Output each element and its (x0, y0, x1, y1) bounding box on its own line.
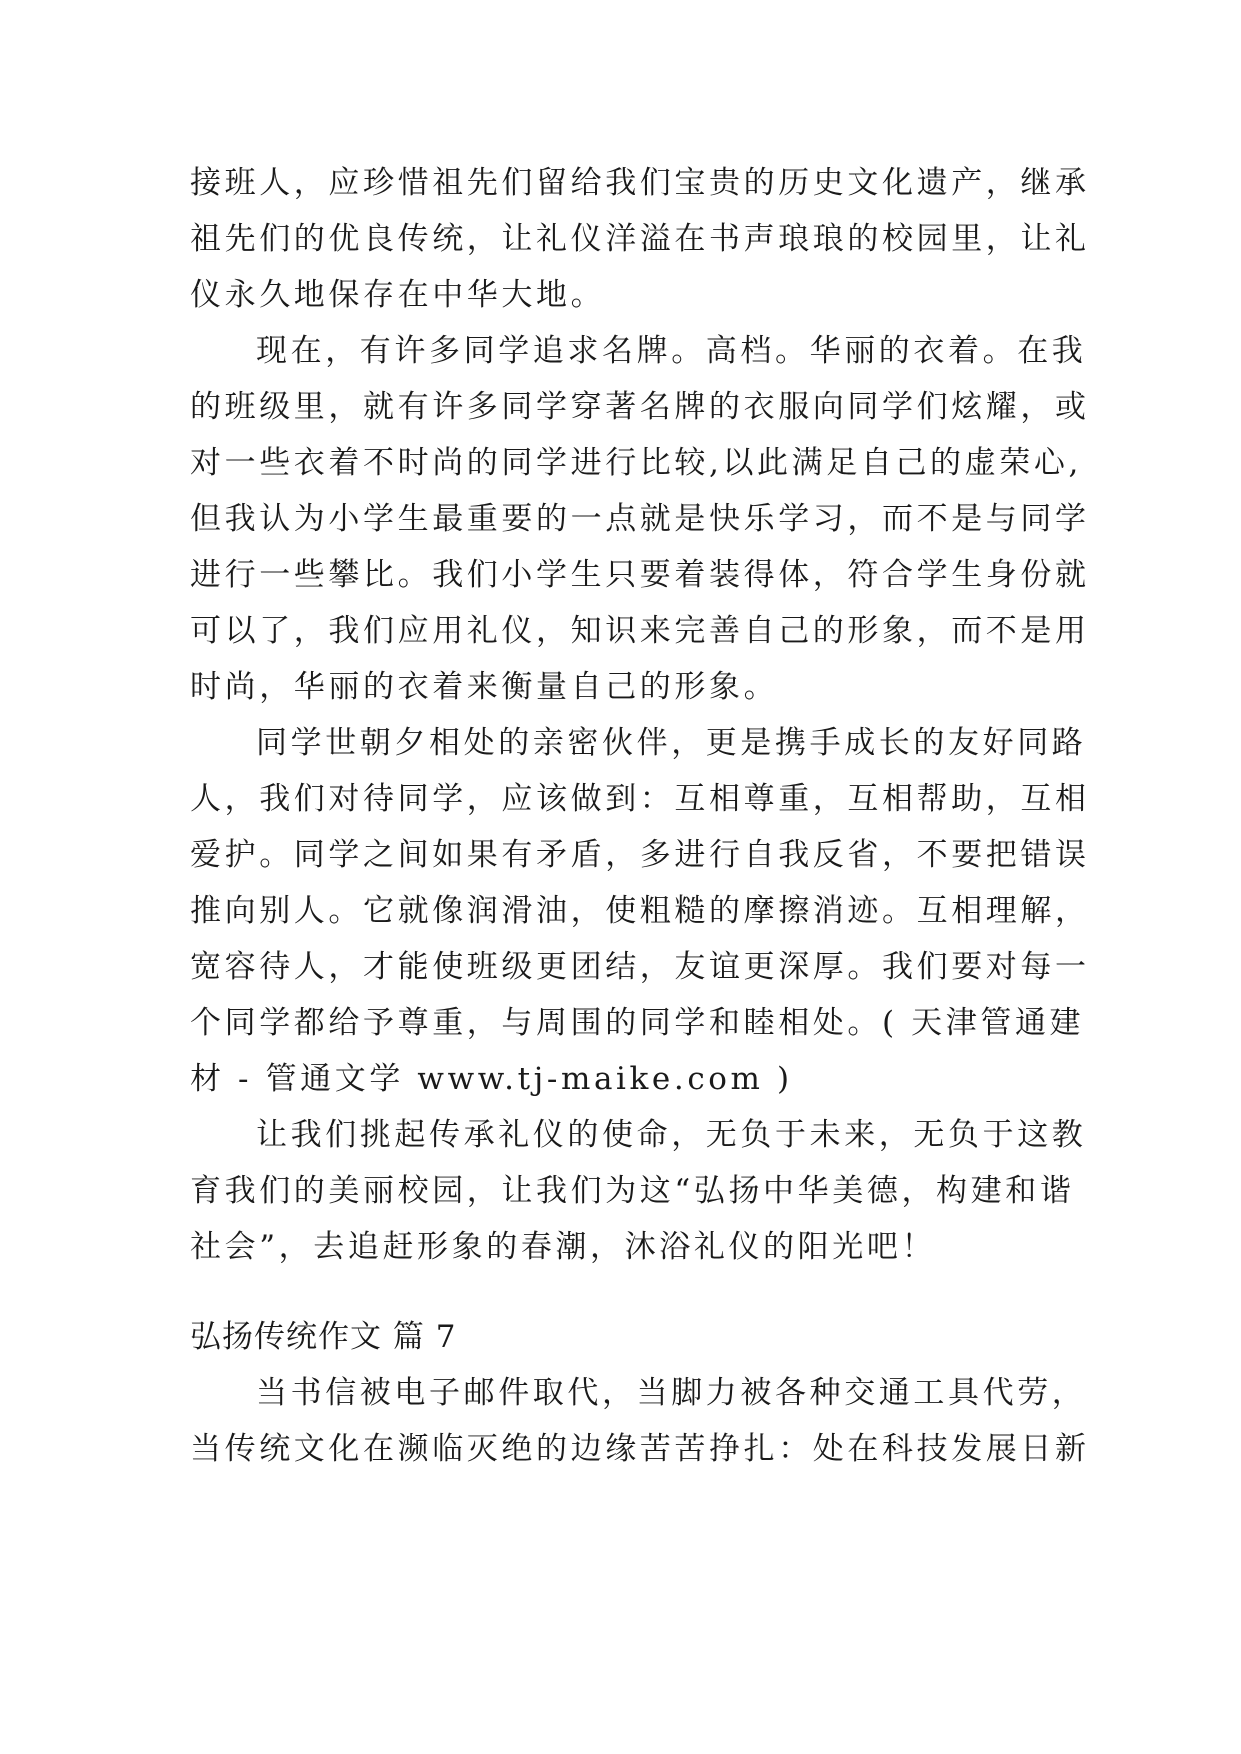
document-body (190, 155, 1090, 1477)
text-line: 让我们挑起传承礼仪的使命，无负于未来，无负于这教 (256, 1117, 1087, 1153)
text-line: 当传统文化在濒临灭绝的边缘苦苦挣扎：处在科技发展日新 (190, 1431, 1090, 1467)
paragraph-4 (190, 1107, 1087, 1275)
text-line: 祖先们的优良传统，让礼仪洋溢在书声琅琅的校园里，让礼 (190, 221, 1090, 257)
text-line: 推向别人。它就像润滑油，使粗糙的摩擦消迹。互相理解， (190, 893, 1090, 929)
text-line: 对一些衣着不时尚的同学进行比较,以此满足自己的虚荣心, (190, 445, 1082, 481)
text-line: 的班级里，就有许多同学穿著名牌的衣服向同学们炫耀，或 (190, 389, 1090, 425)
text-line: 同学世朝夕相处的亲密伙伴，更是携手成长的友好同路 (256, 725, 1087, 761)
text-line: 接班人，应珍惜祖先们留给我们宝贵的历史文化遗产，继承 (190, 165, 1090, 201)
text-line: 时尚，华丽的衣着来衡量自己的形象。 (190, 669, 779, 705)
paragraph-2 (190, 323, 1090, 715)
text-line: 人，我们对待同学，应该做到：互相尊重，互相帮助，互相 (190, 781, 1090, 817)
text-line: 爱护。同学之间如果有矛盾，多进行自我反省，不要把错误 (190, 837, 1090, 873)
text-line: 材 - 管通文学 www.tj-maike.com ) (190, 1061, 793, 1097)
text-line: 进行一些攀比。我们小学生只要着装得体，符合学生身份就 (190, 557, 1090, 593)
text-line: 现在，有许多同学追求名牌。高档。华丽的衣着。在我 (256, 333, 1087, 369)
paragraph-1 (190, 155, 1090, 323)
section-heading: 弘扬传统作文 篇 7 (190, 1319, 457, 1355)
paragraph-3 (190, 715, 1090, 1107)
text-line: 育我们的美丽校园，让我们为这“弘扬中华美德，构建和谐 (190, 1173, 1075, 1209)
text-line: 宽容待人，才能使班级更团结，友谊更深厚。我们要对每一 (190, 949, 1090, 985)
text-line: 社会”，去追赶形象的春潮，沐浴礼仪的阳光吧！ (190, 1229, 937, 1265)
paragraph-5 (190, 1365, 1090, 1477)
text-line: 但我认为小学生最重要的一点就是快乐学习，而不是与同学 (190, 501, 1090, 537)
text-line: 可以了，我们应用礼仪，知识来完善自己的形象，而不是用 (190, 613, 1090, 649)
text-line: 仪永久地保存在中华大地。 (190, 277, 606, 313)
section-spacer (190, 1275, 1070, 1309)
text-line: 个同学都给予尊重，与周围的同学和睦相处。( 天津管通建 (190, 1005, 1085, 1041)
text-line: 当书信被电子邮件取代，当脚力被各种交通工具代劳， (256, 1375, 1087, 1411)
